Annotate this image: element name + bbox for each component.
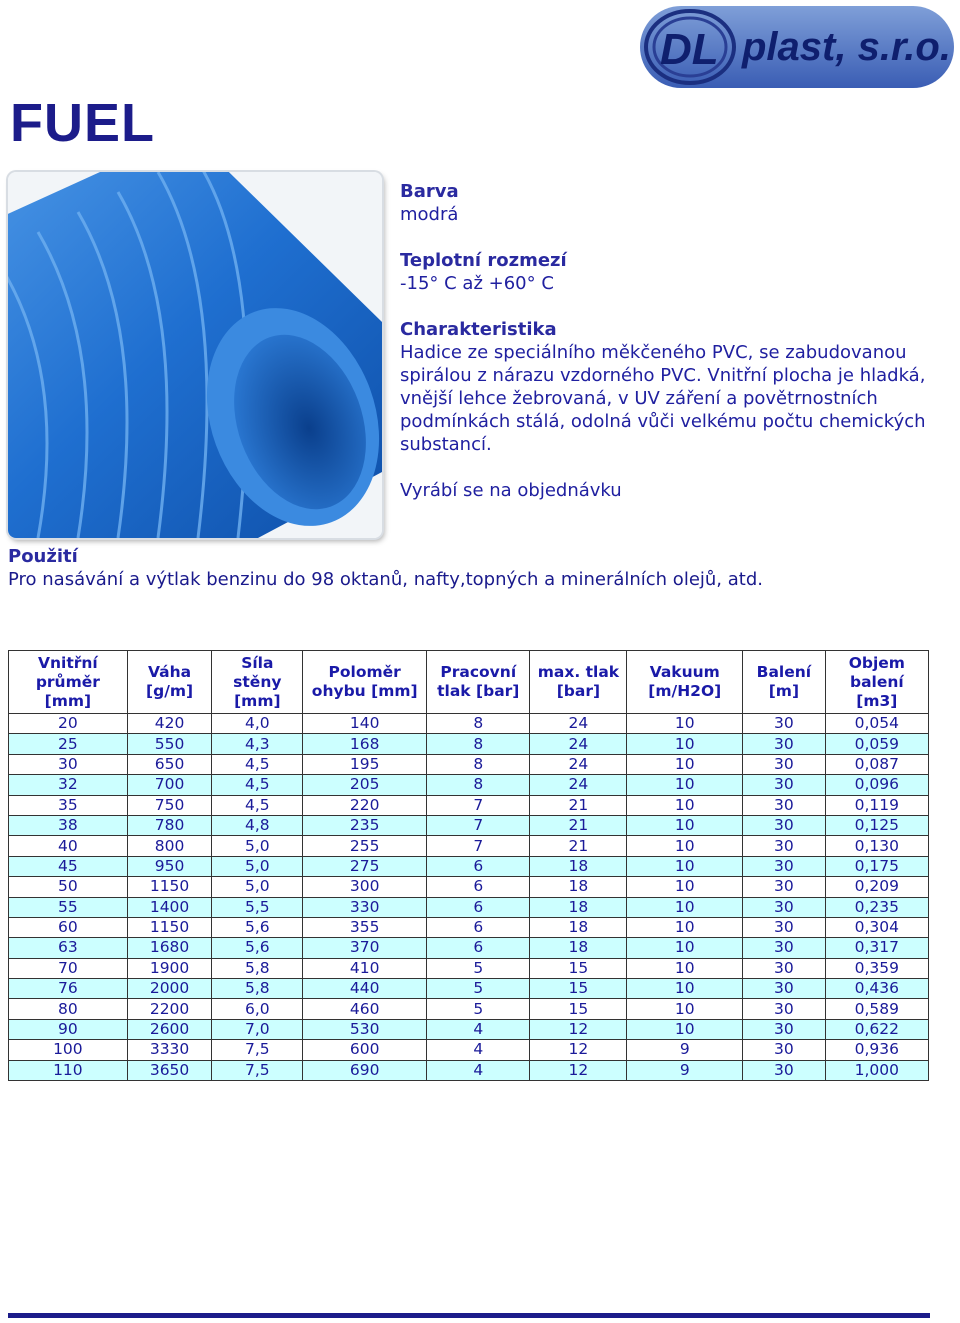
table-cell: 6 (427, 877, 530, 897)
table-row (9, 734, 929, 754)
table-cell: 1150 (127, 877, 212, 897)
table-row (9, 1019, 929, 1039)
table-cell: 6 (427, 917, 530, 937)
table-cell: 80 (9, 999, 128, 1019)
table-cell: 0,054 (825, 714, 928, 734)
color-value: modrá (400, 204, 459, 225)
table-cell: 70 (9, 958, 128, 978)
table-cell: 90 (9, 1019, 128, 1039)
column-header: Váha [g/m] (127, 651, 212, 714)
table-cell: 1,000 (825, 1060, 928, 1080)
table-cell: 0,209 (825, 877, 928, 897)
table-cell: 55 (9, 897, 128, 917)
table-cell: 30 (743, 938, 826, 958)
table-cell: 700 (127, 775, 212, 795)
table-cell: 6,0 (212, 999, 303, 1019)
table-cell: 0,359 (825, 958, 928, 978)
table-cell: 0,119 (825, 795, 928, 815)
table-cell: 63 (9, 938, 128, 958)
table-cell: 35 (9, 795, 128, 815)
table-cell: 10 (627, 1019, 743, 1039)
table-row (9, 917, 929, 937)
table-cell: 8 (427, 734, 530, 754)
table-cell: 550 (127, 734, 212, 754)
table-cell: 0,125 (825, 815, 928, 835)
table-cell: 10 (627, 714, 743, 734)
table-cell: 18 (530, 897, 627, 917)
table-cell: 40 (9, 836, 128, 856)
usage-section (8, 545, 948, 591)
table-cell: 7 (427, 836, 530, 856)
temperature-value: -15° C až +60° C (400, 273, 554, 294)
table-cell: 0,175 (825, 856, 928, 876)
table-cell: 24 (530, 775, 627, 795)
table-cell: 18 (530, 917, 627, 937)
table-cell: 1400 (127, 897, 212, 917)
table-row (9, 999, 929, 1019)
table-cell: 32 (9, 775, 128, 795)
table-cell: 3330 (127, 1040, 212, 1060)
table-cell: 330 (303, 897, 427, 917)
table-cell: 15 (530, 979, 627, 999)
table-cell: 8 (427, 754, 530, 774)
table-cell: 0,622 (825, 1019, 928, 1039)
table-cell: 24 (530, 714, 627, 734)
table-cell: 0,936 (825, 1040, 928, 1060)
table-cell: 600 (303, 1040, 427, 1060)
column-header: Poloměr ohybu [mm] (303, 651, 427, 714)
table-cell: 30 (743, 917, 826, 937)
table-cell: 30 (743, 836, 826, 856)
table-row (9, 1040, 929, 1060)
table-cell: 30 (743, 897, 826, 917)
table-cell: 4,3 (212, 734, 303, 754)
table-cell: 205 (303, 775, 427, 795)
table-cell: 30 (743, 979, 826, 999)
table-cell: 30 (743, 856, 826, 876)
table-cell: 30 (743, 754, 826, 774)
table-cell: 4 (427, 1019, 530, 1039)
table-row (9, 958, 929, 978)
specs-table (8, 650, 929, 1081)
table-cell: 10 (627, 877, 743, 897)
table-cell: 6 (427, 856, 530, 876)
table-cell: 50 (9, 877, 128, 897)
table-cell: 10 (627, 917, 743, 937)
table-row (9, 856, 929, 876)
table-cell: 5,0 (212, 877, 303, 897)
table-cell: 5 (427, 979, 530, 999)
table-cell: 5,8 (212, 958, 303, 978)
table-body (9, 714, 929, 1081)
table-cell: 30 (743, 775, 826, 795)
table-cell: 30 (743, 815, 826, 835)
table-cell: 20 (9, 714, 128, 734)
table-row (9, 897, 929, 917)
table-cell: 30 (743, 999, 826, 1019)
table-cell: 780 (127, 815, 212, 835)
table-cell: 30 (743, 1040, 826, 1060)
table-cell: 30 (9, 754, 128, 774)
table-cell: 4,5 (212, 795, 303, 815)
page-title: FUEL (10, 93, 155, 153)
table-cell: 800 (127, 836, 212, 856)
column-header: Objem balení [m3] (825, 651, 928, 714)
table-cell: 220 (303, 795, 427, 815)
table-cell: 0,130 (825, 836, 928, 856)
table-cell: 300 (303, 877, 427, 897)
table-cell: 18 (530, 877, 627, 897)
usage-heading: Použití (8, 546, 78, 567)
table-row (9, 795, 929, 815)
table-cell: 195 (303, 754, 427, 774)
table-cell: 0,096 (825, 775, 928, 795)
table-cell: 30 (743, 877, 826, 897)
table-cell: 10 (627, 795, 743, 815)
table-cell: 2600 (127, 1019, 212, 1039)
table-cell: 21 (530, 795, 627, 815)
table-row (9, 979, 929, 999)
table-cell: 5,6 (212, 938, 303, 958)
table-cell: 15 (530, 999, 627, 1019)
table-cell: 30 (743, 734, 826, 754)
table-cell: 3650 (127, 1060, 212, 1080)
table-cell: 7,5 (212, 1060, 303, 1080)
table-cell: 12 (530, 1040, 627, 1060)
table-cell: 0,436 (825, 979, 928, 999)
table-cell: 10 (627, 979, 743, 999)
table-cell: 30 (743, 1019, 826, 1039)
table-cell: 750 (127, 795, 212, 815)
table-cell: 38 (9, 815, 128, 835)
table-cell: 10 (627, 856, 743, 876)
table-cell: 10 (627, 999, 743, 1019)
table-cell: 0,589 (825, 999, 928, 1019)
table-cell: 7 (427, 815, 530, 835)
color-heading: Barva (400, 181, 459, 202)
table-cell: 6 (427, 938, 530, 958)
table-cell: 9 (627, 1060, 743, 1080)
usage-text: Pro nasávání a výtlak benzinu do 98 oktanů, nafty,topných a minerálních olejů, atd. (8, 569, 763, 590)
logo-mark: DL (660, 25, 719, 74)
table-cell: 140 (303, 714, 427, 734)
table-cell: 4,5 (212, 775, 303, 795)
table-cell: 8 (427, 714, 530, 734)
table-cell: 100 (9, 1040, 128, 1060)
column-header: Pracovní tlak [bar] (427, 651, 530, 714)
order-note: Vyrábí se na objednávku (400, 480, 622, 501)
table-cell: 45 (9, 856, 128, 876)
column-header: Vakuum [m/H2O] (627, 651, 743, 714)
table-cell: 4 (427, 1040, 530, 1060)
table-cell: 460 (303, 999, 427, 1019)
table-cell: 18 (530, 938, 627, 958)
table-cell: 12 (530, 1060, 627, 1080)
table-cell: 10 (627, 815, 743, 835)
table-cell: 5 (427, 999, 530, 1019)
table-cell: 60 (9, 917, 128, 937)
table-cell: 0,304 (825, 917, 928, 937)
bottom-divider (8, 1313, 930, 1318)
table-cell: 30 (743, 795, 826, 815)
table-cell: 5 (427, 958, 530, 978)
table-cell: 355 (303, 917, 427, 937)
table-cell: 6 (427, 897, 530, 917)
table-cell: 410 (303, 958, 427, 978)
table-cell: 2000 (127, 979, 212, 999)
table-cell: 7,0 (212, 1019, 303, 1039)
table-cell: 2200 (127, 999, 212, 1019)
table-cell: 7 (427, 795, 530, 815)
table-cell: 440 (303, 979, 427, 999)
column-header: Balení [m] (743, 651, 826, 714)
characteristics-heading: Charakteristika (400, 319, 557, 340)
table-cell: 1900 (127, 958, 212, 978)
table-cell: 7,5 (212, 1040, 303, 1060)
table-row (9, 836, 929, 856)
table-cell: 950 (127, 856, 212, 876)
table-cell: 0,059 (825, 734, 928, 754)
column-header: Vnitřní průměr [mm] (9, 651, 128, 714)
table-cell: 30 (743, 714, 826, 734)
table-cell: 5,8 (212, 979, 303, 999)
table-cell: 235 (303, 815, 427, 835)
table-cell: 10 (627, 958, 743, 978)
table-cell: 530 (303, 1019, 427, 1039)
table-cell: 10 (627, 836, 743, 856)
table-cell: 4,0 (212, 714, 303, 734)
table-cell: 0,317 (825, 938, 928, 958)
table-cell: 4,5 (212, 754, 303, 774)
table-cell: 24 (530, 734, 627, 754)
table-cell: 110 (9, 1060, 128, 1080)
table-cell: 15 (530, 958, 627, 978)
table-cell: 5,5 (212, 897, 303, 917)
table-cell: 0,235 (825, 897, 928, 917)
table-cell: 12 (530, 1019, 627, 1039)
table-row (9, 754, 929, 774)
table-cell: 0,087 (825, 754, 928, 774)
company-logo (638, 4, 956, 90)
logo-text: plast, s.r.o. (742, 25, 951, 69)
table-cell: 690 (303, 1060, 427, 1080)
table-row (9, 714, 929, 734)
table-cell: 4,8 (212, 815, 303, 835)
table-cell: 275 (303, 856, 427, 876)
table-row (9, 815, 929, 835)
table-cell: 8 (427, 775, 530, 795)
table-cell: 10 (627, 754, 743, 774)
table-cell: 4 (427, 1060, 530, 1080)
table-cell: 76 (9, 979, 128, 999)
table-header-row (9, 651, 929, 714)
column-header: Síla stěny [mm] (212, 651, 303, 714)
table-cell: 21 (530, 815, 627, 835)
characteristics-text: Hadice ze speciálního měkčeného PVC, se zabudovanou spirálou z nárazu vzdorného PVC. Vnitřní plocha je hladká, vnější lehce žebrovaná, v UV záření a povětrnostních podmínkách stálá, odolná vůči velkému počtu chemických substancí. (400, 342, 926, 455)
table-cell: 420 (127, 714, 212, 734)
table-cell: 10 (627, 897, 743, 917)
table-cell: 5,0 (212, 856, 303, 876)
table-cell: 30 (743, 1060, 826, 1080)
table-row (9, 775, 929, 795)
table-row (9, 877, 929, 897)
table-cell: 1150 (127, 917, 212, 937)
product-photo (8, 172, 382, 538)
table-cell: 370 (303, 938, 427, 958)
table-cell: 10 (627, 734, 743, 754)
table-cell: 9 (627, 1040, 743, 1060)
table-cell: 1680 (127, 938, 212, 958)
table-cell: 255 (303, 836, 427, 856)
table-row (9, 1060, 929, 1080)
temperature-heading: Teplotní rozmezí (400, 250, 567, 271)
table-cell: 650 (127, 754, 212, 774)
table-cell: 5,6 (212, 917, 303, 937)
table-cell: 24 (530, 754, 627, 774)
table-cell: 18 (530, 856, 627, 876)
product-info (400, 180, 940, 502)
table-cell: 21 (530, 836, 627, 856)
table-cell: 10 (627, 938, 743, 958)
table-row (9, 938, 929, 958)
table-cell: 5,0 (212, 836, 303, 856)
table-cell: 25 (9, 734, 128, 754)
table-cell: 10 (627, 775, 743, 795)
table-cell: 168 (303, 734, 427, 754)
column-header: max. tlak [bar] (530, 651, 627, 714)
table-cell: 30 (743, 958, 826, 978)
